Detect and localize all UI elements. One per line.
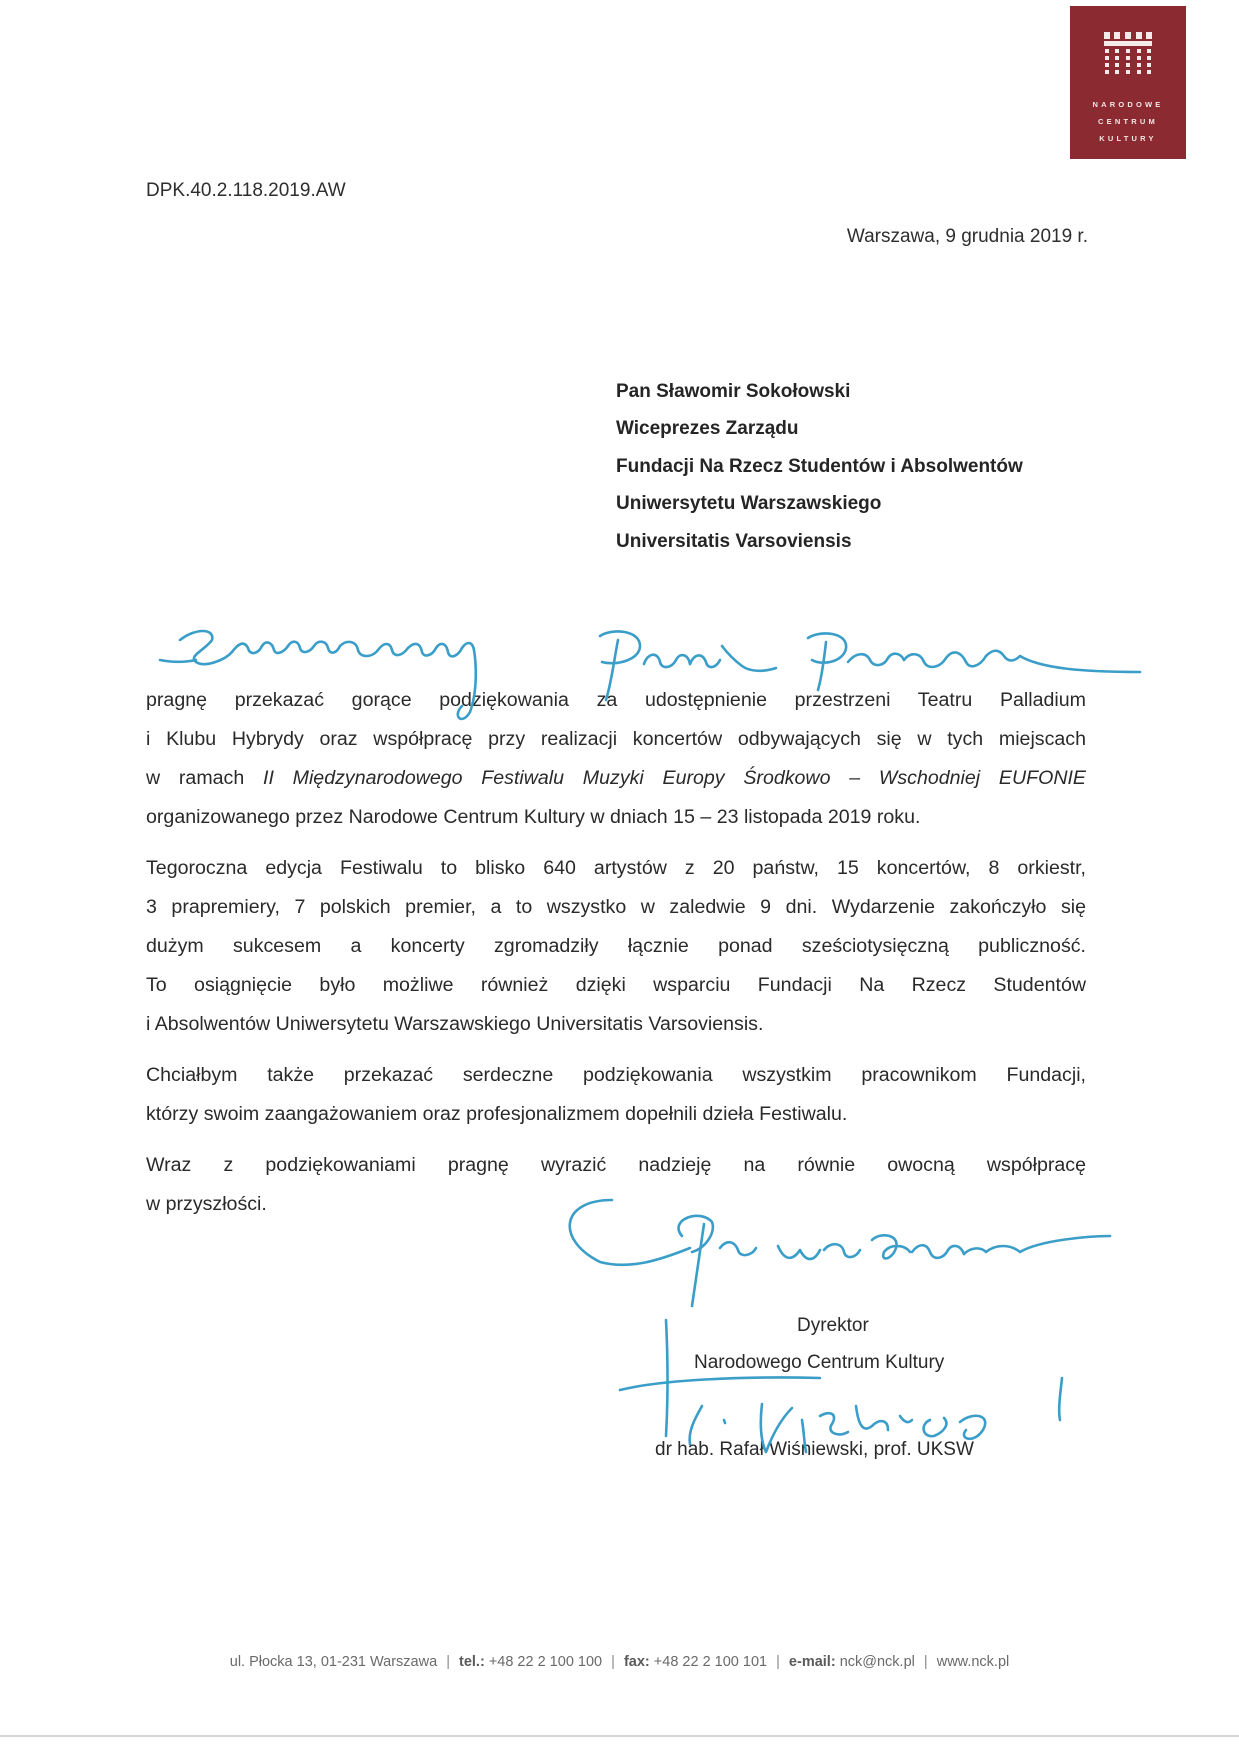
paragraph-2-line-1: Tegoroczna edycja Festiwalu to blisko 640 artystów z 20 państw, 15 koncertów, 8 orkiestr, bbox=[146, 857, 1086, 879]
paragraph-1-line-4: organizowanego przez Narodowe Centrum Kultury w dniach 15 – 23 listopada 2019 roku. bbox=[146, 806, 921, 828]
footer-fax: +48 22 2 100 101 bbox=[653, 1654, 768, 1670]
paragraph-4-line-2: w przyszłości. bbox=[146, 1193, 267, 1215]
letter-footer bbox=[0, 1654, 1239, 1670]
signature-handwriting bbox=[620, 1320, 1062, 1452]
footer-separator: | bbox=[776, 1654, 780, 1670]
festival-name: II Międzynarodowego Festiwalu Muzyki Europy Środkowo – Wschodniej EUFONIE bbox=[263, 767, 1086, 789]
paragraph-4 bbox=[146, 1146, 1086, 1224]
nck-logo bbox=[1070, 6, 1186, 159]
recipient-block bbox=[616, 373, 1023, 560]
footer-fax-label: fax: bbox=[623, 1654, 650, 1670]
recipient-org-line3: Universitatis Varsoviensis bbox=[616, 530, 852, 552]
recipient-name: Pan Sławomir Sokołowski bbox=[616, 381, 851, 402]
footer-separator: | bbox=[446, 1654, 450, 1670]
paragraph-1-line-3-prefix: w ramach bbox=[146, 767, 263, 789]
recipient-org-line1: Fundacji Na Rzecz Studentów i Absolwentów bbox=[616, 455, 1023, 477]
reference-number: DPK.40.2.118.2019.AW bbox=[146, 180, 346, 201]
paragraph-2 bbox=[146, 849, 1086, 1044]
letter-date: Warszawa, 9 grudnia 2019 r. bbox=[846, 226, 1088, 247]
paragraph-1 bbox=[146, 681, 1086, 837]
footer-email[interactable]: nck@nck.pl bbox=[839, 1654, 915, 1670]
paragraph-2-line-5: i Absolwentów Uniwersytetu Warszawskiego Universitatis Varsoviensis. bbox=[146, 1013, 764, 1035]
paragraph-3-line-2: którzy swoim zaangażowaniem oraz profesjonalizmem dopełnili dzieła Festiwalu. bbox=[146, 1103, 848, 1125]
paragraph-3-line-1: Chciałbym także przekazać serdeczne podziękowania wszystkim pracownikom Fundacji, bbox=[146, 1064, 1086, 1086]
paragraph-1-line-3 bbox=[146, 759, 1086, 798]
footer-email-label: e-mail: bbox=[788, 1654, 836, 1670]
footer-address: ul. Płocka 13, 01-231 Warszawa bbox=[229, 1654, 438, 1670]
logo-text-line2: CENTRUM bbox=[1098, 117, 1158, 126]
logo-text-line3: KULTURY bbox=[1099, 134, 1157, 143]
signatory-name: dr hab. Rafał Wiśniewski, prof. UKSW bbox=[655, 1439, 974, 1460]
paragraph-2-line-4: To osiągnięcie było możliwe również dzięki wsparciu Fundacji Na Rzecz Studentów bbox=[146, 974, 1086, 996]
footer-separator: | bbox=[923, 1654, 928, 1670]
footer-tel: +48 22 2 100 100 bbox=[488, 1654, 603, 1670]
signatory-title: Dyrektor bbox=[797, 1315, 869, 1336]
paragraph-3 bbox=[146, 1056, 1086, 1134]
footer-separator: | bbox=[611, 1654, 615, 1670]
paragraph-1-line-2: i Klubu Hybrydy oraz współpracę przy realizacji koncertów odbywających się w tych miejscach bbox=[146, 728, 1086, 750]
paragraph-2-line-3: dużym sukcesem a koncerty zgromadziły łącznie ponad sześciotysięczną publiczność. bbox=[146, 935, 1086, 957]
paragraph-4-line-1: Wraz z podziękowaniami pragnę wyrazić nadzieję na równie owocną współpracę bbox=[146, 1154, 1086, 1176]
recipient-position: Wiceprezes Zarządu bbox=[616, 418, 799, 440]
logo-text-line1: NARODOWE bbox=[1092, 100, 1164, 109]
scan-edge-line bbox=[0, 1735, 1239, 1737]
signatory-institution: Narodowego Centrum Kultury bbox=[694, 1352, 945, 1373]
paragraph-1-line-1: pragnę przekazać gorące podziękowania za udostępnienie przestrzeni Teatru Palladium bbox=[146, 689, 1086, 711]
footer-website[interactable]: www.nck.pl bbox=[936, 1654, 1010, 1670]
footer-tel-label: tel.: bbox=[459, 1654, 485, 1670]
recipient-org-line2: Uniwersytetu Warszawskiego bbox=[616, 493, 882, 515]
paragraph-2-line-2: 3 prapremiery, 7 polskich premier, a to wszystko w zaledwie 9 dni. Wydarzenie zakończyło się bbox=[146, 896, 1086, 918]
